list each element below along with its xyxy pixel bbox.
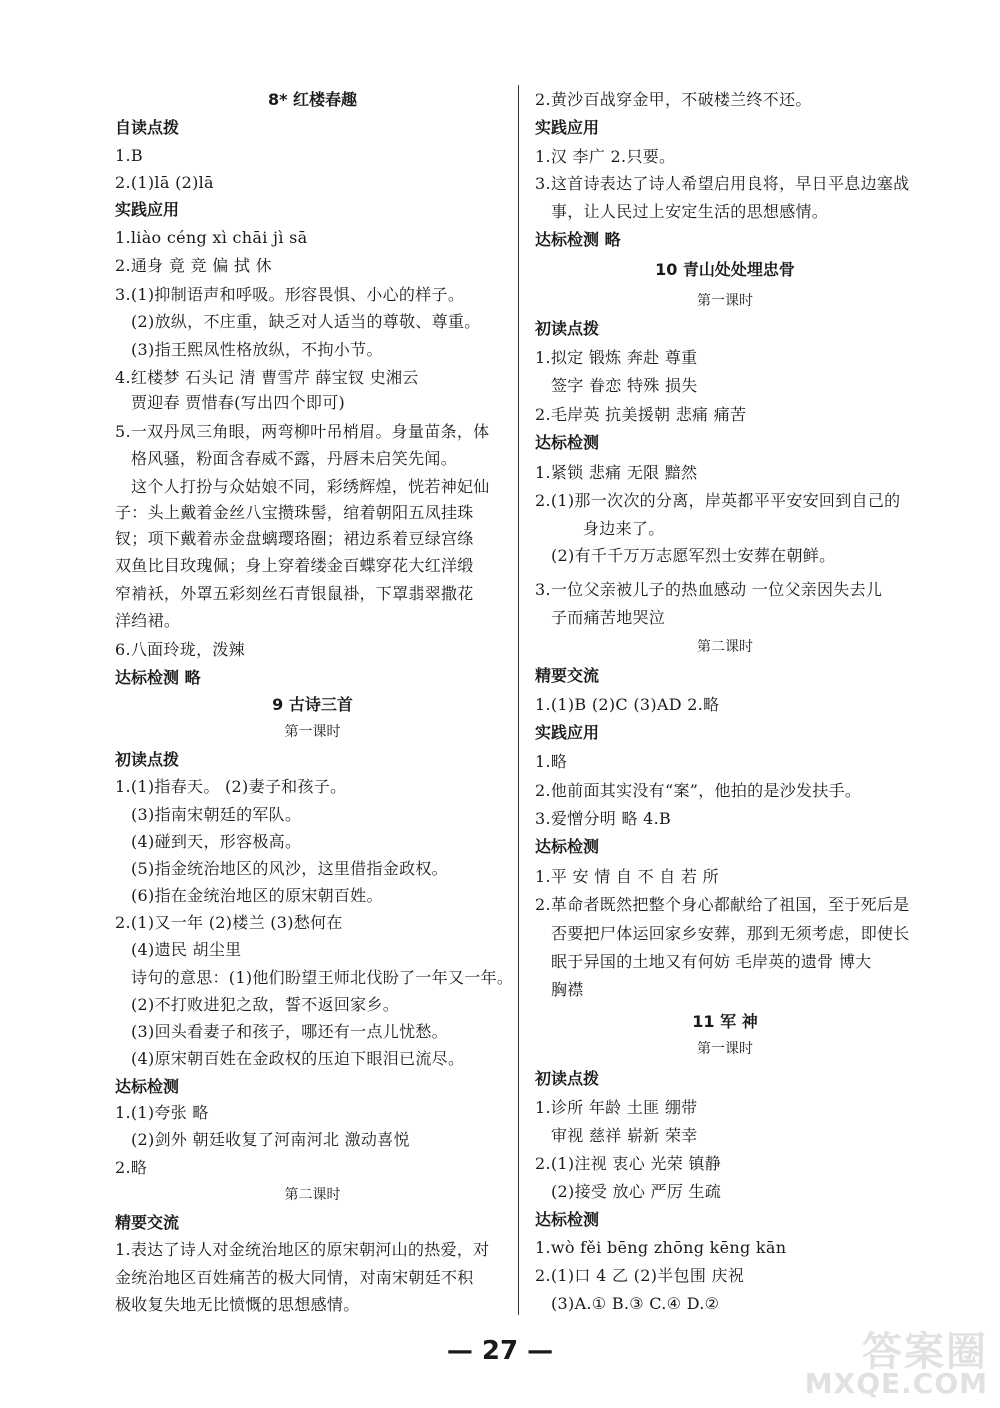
answer-line: 1.平 安 情 自 不 自 若 所 xyxy=(535,867,719,886)
answer-line: 6.八面玲珑，泼辣 xyxy=(115,640,245,659)
section-heading: 初读点拨 xyxy=(535,1069,600,1088)
answer-line: 否要把尸体运回家乡安葬，那到无须考虑，即使长 xyxy=(551,924,910,943)
lesson-period: 第二课时 xyxy=(697,639,753,655)
answer-line: 1.liào céng xì chāi jì sā xyxy=(115,228,308,247)
answer-line: 子而痛苦地哭泣 xyxy=(551,608,666,627)
answer-line: 胸襟 xyxy=(551,980,584,999)
answer-line: 双鱼比目玫瑰佩；身上穿着缕金百蝶穿花大红洋缎 xyxy=(115,556,474,575)
lesson-period: 第一课时 xyxy=(697,1041,753,1057)
section-heading: 达标检测 略 xyxy=(115,668,201,687)
answer-line: 1.略 xyxy=(535,752,568,771)
answer-line: 2.(1)那一次次的分离，岸英都平平安安回到自己的 xyxy=(535,491,901,510)
lesson-9-title: 9 古诗三首 xyxy=(272,695,353,714)
section-heading: 自读点拨 xyxy=(115,118,180,137)
answer-line: 洋绉裙。 xyxy=(115,611,181,630)
page-number: — 27 — xyxy=(446,1336,554,1366)
answer-line: (3)指南宋朝廷的军队。 xyxy=(131,805,302,824)
answer-line: (5)指金统治地区的风沙，这里借指金政权。 xyxy=(131,859,448,878)
answer-line: 1.表达了诗人对金统治地区的原宋朝河山的热爱，对 xyxy=(115,1240,490,1259)
answer-line: 极收复失地无比愤慨的思想感情。 xyxy=(115,1295,360,1314)
answer-line: 4.红楼梦 石头记 清 曹雪芹 薛宝钗 史湘云 xyxy=(115,368,419,387)
section-heading: 达标检测 xyxy=(535,433,600,452)
answer-line: 签字 眷恋 特殊 损失 xyxy=(551,376,698,395)
answer-line: (6)指在金统治地区的原宋朝百姓。 xyxy=(131,886,383,905)
answer-line: 这个人打扮与众姑娘不同，彩绣辉煌，恍若神妃仙 xyxy=(131,477,490,496)
answer-line: 1.(1)夸张 略 xyxy=(115,1103,209,1122)
section-heading: 精要交流 xyxy=(535,666,600,685)
lesson-11-title: 11 军 神 xyxy=(692,1012,758,1031)
section-heading: 实践应用 xyxy=(535,723,600,742)
answer-line: 窄褃袄，外罩五彩刻丝石青银鼠褂，下罩翡翠撒花 xyxy=(115,584,474,603)
answer-line: 2.革命者既然把整个身心都献给了祖国，至于死后是 xyxy=(535,895,910,914)
section-heading: 实践应用 xyxy=(115,200,180,219)
answer-line: (3)回头看妻子和孩子，哪还有一点儿忧愁。 xyxy=(131,1022,448,1041)
watermark-logo xyxy=(788,1320,988,1400)
answer-line: 3.这首诗表达了诗人希望启用良将，早日平息边塞战 xyxy=(535,174,910,193)
answer-line: 5.一双丹凤三角眼，两弯柳叶吊梢眉。身量苗条，体 xyxy=(115,422,490,441)
answer-line: 身边来了。 xyxy=(583,519,665,538)
answer-line: 2.毛岸英 抗美援朝 悲痛 痛苦 xyxy=(535,405,747,424)
answer-line: (2)剑外 朝廷收复了河南河北 激动喜悦 xyxy=(131,1130,410,1149)
section-heading: 达标检测 xyxy=(115,1077,180,1096)
answer-line: 1.诊所 年龄 土匪 绷带 xyxy=(535,1098,698,1117)
lesson-8-title: 8* 红楼春趣 xyxy=(267,90,358,109)
answer-line: 诗句的意思：(1)他们盼望王师北伐盼了一年又一年。 xyxy=(131,968,514,987)
answer-line: (4)遗民 胡尘里 xyxy=(131,940,242,959)
answer-line: (4)原宋朝百姓在金政权的压迫下眼泪已流尽。 xyxy=(131,1049,465,1068)
answer-line: 子：头上戴着金丝八宝攒珠髻，绾着朝阳五凤挂珠 xyxy=(115,503,474,522)
section-heading: 达标检测 略 xyxy=(535,230,621,249)
answer-line: 2.通身 竟 竞 偏 拭 休 xyxy=(115,256,272,275)
answer-line: 钗；项下戴着赤金盘螭璎珞圈；裙边系着豆绿宫绦 xyxy=(115,529,474,548)
lesson-period: 第一课时 xyxy=(697,293,753,309)
answer-line: 3.一位父亲被儿子的热血感动 一位父亲因失去儿 xyxy=(535,580,883,599)
answer-line: (3)A.① B.③ C.④ D.② xyxy=(551,1294,720,1313)
section-heading: 达标检测 xyxy=(535,1210,600,1229)
answer-line: 1.汉 李广 2.只要。 xyxy=(535,147,676,166)
answer-line: 2.(1)lā (2)lā xyxy=(115,173,214,192)
lesson-period: 第二课时 xyxy=(284,1187,341,1203)
answer-line: 贾迎春 贾惜春(写出四个即可) xyxy=(131,393,346,412)
answer-line: 2.(1)注视 衷心 光荣 镇静 xyxy=(535,1154,721,1173)
lesson-period: 第一课时 xyxy=(284,724,341,740)
answer-line: 2.略 xyxy=(115,1158,148,1177)
watermark-url: MXQE.COM xyxy=(804,1367,988,1400)
answer-line: 1.B xyxy=(115,146,143,165)
answer-line: (3)指王熙凤性格放纵，不拘小节。 xyxy=(131,340,383,359)
answer-line: 3.爱憎分明 略 4.B xyxy=(535,809,672,828)
lesson-10-title: 10 青山处处埋忠骨 xyxy=(655,260,795,279)
answer-line: 金统治地区百姓痛苦的极大同情，对南宋朝廷不积 xyxy=(115,1268,474,1287)
answer-line: 2.(1)口 4 乙 (2)半包围 庆祝 xyxy=(535,1266,745,1285)
section-heading: 初读点拨 xyxy=(115,750,180,769)
column-divider xyxy=(518,85,519,1315)
answer-line: 3.(1)抑制语声和呼吸。形容畏惧、小心的样子。 xyxy=(115,285,465,304)
watermark-text: 答案圈 xyxy=(862,1329,988,1375)
answer-line: 格风骚，粉面含春威不露，丹唇未启笑先闻。 xyxy=(131,449,458,468)
answer-line: 1.(1)B (2)C (3)AD 2.略 xyxy=(535,695,720,714)
answer-line: 审视 慈祥 崭新 荣幸 xyxy=(551,1126,698,1145)
answer-line: 2.(1)又一年 (2)楼兰 (3)愁何在 xyxy=(115,913,343,932)
answer-line: 1.wò fěi bēng zhōng kēng kān xyxy=(535,1238,787,1257)
answer-line: 1.拟定 锻炼 奔赴 尊重 xyxy=(535,348,698,367)
answer-line: 2.他前面其实没有“案”，他拍的是沙发扶手。 xyxy=(535,781,862,800)
answer-line: 1.紧锁 悲痛 无限 黯然 xyxy=(535,463,698,482)
section-heading: 初读点拨 xyxy=(535,319,600,338)
answer-line: (2)有千千万万志愿军烈士安葬在朝鲜。 xyxy=(551,546,836,565)
section-heading: 精要交流 xyxy=(115,1213,180,1232)
answer-line: (2)接受 放心 严厉 生疏 xyxy=(551,1182,722,1201)
answer-line: (2)不打败进犯之敌，誓不返回家乡。 xyxy=(131,995,400,1014)
section-heading: 实践应用 xyxy=(535,118,600,137)
answer-line: (2)放纵，不庄重，缺乏对人适当的尊敬、尊重。 xyxy=(131,312,481,331)
answer-line: 事，让人民过上安定生活的思想感情。 xyxy=(551,202,829,221)
section-heading: 达标检测 xyxy=(535,837,600,856)
answer-line: 眠于异国的土地又有何妨 毛岸英的遗骨 博大 xyxy=(551,952,872,971)
answer-line: 2.黄沙百战穿金甲，不破楼兰终不还。 xyxy=(535,90,812,109)
answer-line: 1.(1)指春天。 (2)妻子和孩子。 xyxy=(115,777,347,796)
answer-line: (4)碰到天，形容极高。 xyxy=(131,832,302,851)
